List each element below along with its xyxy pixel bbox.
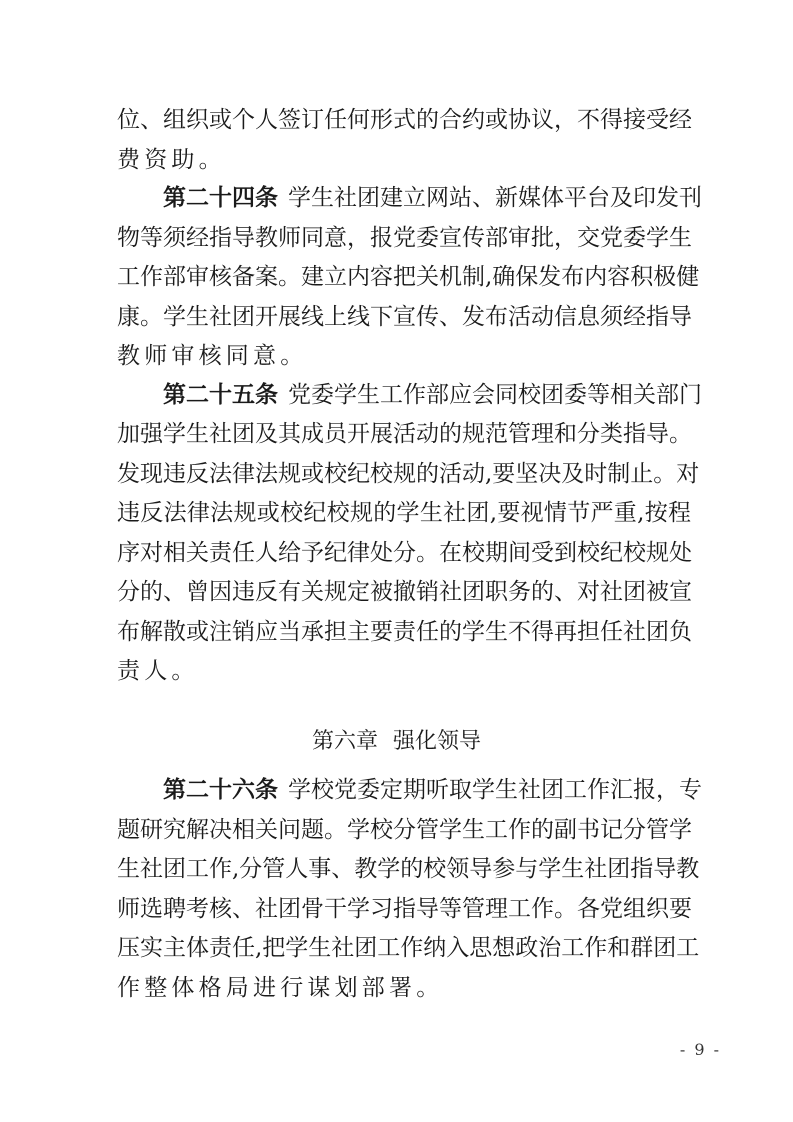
paragraph-line: 布解散或注销应当承担主要责任的学生不得再担任社团负 xyxy=(117,619,692,645)
paragraph-line: 序对相关责任人给予纪律处分。在校期间受到校纪校规处 xyxy=(117,540,692,566)
paragraph-line: 加强学生社团及其成员开展活动的规范管理和分类指导。 xyxy=(117,421,692,447)
paragraph-line: 作整体格局进行谋划部署。 xyxy=(117,975,444,1001)
paragraph-line: 费资助。 xyxy=(117,147,226,173)
article-number: 第二十五条 xyxy=(163,382,278,408)
paragraph-line: 康。学生社团开展线上线下宣传、发布活动信息须经指导 xyxy=(117,304,692,330)
article-text: 学生社团建立网站、新媒体平台及印发刊 xyxy=(288,185,702,211)
paragraph-line: 责人。 xyxy=(117,658,199,684)
paragraph-line: 分的、曾因违反有关规定被撤销社团职务的、对社团被宣 xyxy=(117,579,692,605)
page-number: - 9 - xyxy=(679,1040,721,1059)
article-first-line xyxy=(163,770,702,810)
paragraph-line: 违反法律法规或校纪校规的学生社团,要视情节严重,按程 xyxy=(117,500,691,526)
paragraph-line: 师选聘考核、社团骨干学习指导等管理工作。各党组织要 xyxy=(117,896,692,922)
paragraph-line: 压实主体责任,把学生社团工作纳入思想政治工作和群团工 xyxy=(117,935,700,961)
paragraph-line: 工作部审核备案。建立内容把关机制,确保发布内容积极健 xyxy=(117,264,700,290)
paragraph-line: 生社团工作,分管人事、教学的校领导参与学生社团指导教 xyxy=(117,856,700,882)
article-number: 第二十四条 xyxy=(163,185,278,211)
paragraph-line: 发现违反法律法规或校纪校规的活动,要坚决及时制止。对 xyxy=(117,461,700,487)
chapter-heading: 第六章 强化领导 xyxy=(312,729,481,754)
article-number: 第二十六条 xyxy=(163,777,278,803)
article-text: 学校党委定期听取学生社团工作汇报，专 xyxy=(288,777,702,803)
paragraph-line: 物等须经指导教师同意，报党委宣传部审批，交党委学生 xyxy=(117,225,692,251)
article-first-line xyxy=(163,375,702,415)
paragraph-line: 题研究解决相关问题。学校分管学生工作的副书记分管学 xyxy=(117,817,692,843)
paragraph-line: 位、组织或个人签订任何形式的合约或协议，不得接受经 xyxy=(117,107,692,133)
article-text: 党委学生工作部应会同校团委等相关部门 xyxy=(288,382,702,408)
paragraph-line: 教师审核同意。 xyxy=(117,343,308,369)
article-first-line xyxy=(163,178,702,218)
